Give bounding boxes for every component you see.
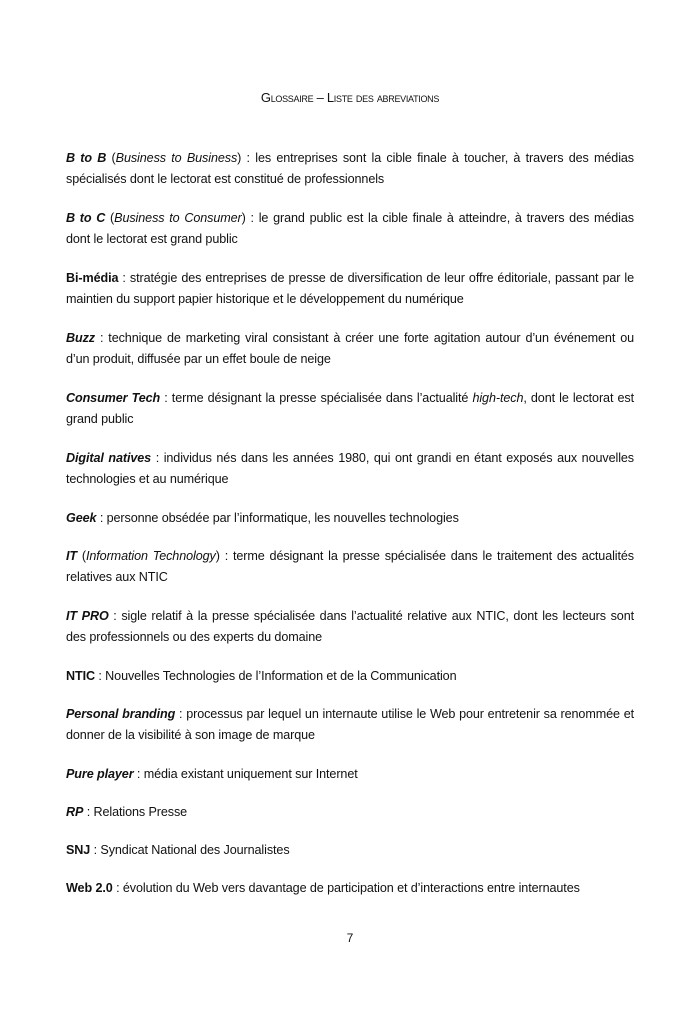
glossary-entry-it: IT (Information Technology) : terme désignant la presse spécialisée dans le traitement des actualités relatives aux NTIC [66, 549, 634, 584]
glossary-definition: : processus par lequel un internaute utilise le Web pour entretenir sa renommée et donner de la visibilité à son image de marque [66, 707, 634, 742]
glossary-entry-ntic [66, 666, 634, 687]
glossary-definition: : évolution du Web vers davantage de participation et d’interactions entre internautes [112, 881, 580, 895]
glossary-entry-b-to-b: B to B (Business to Business) : les entreprises sont la cible finale à toucher, à travers des médias spécialisés dont le lectorat est constitué de professionnels [66, 151, 634, 186]
page-number: 7 [346, 931, 354, 945]
glossary-entry-consumer-tech [66, 388, 634, 430]
glossary-term-expansion: Information Technology [85, 549, 216, 563]
glossary-entry-snj [66, 840, 634, 861]
glossary-definition: : le grand public est la cible finale à atteindre, à travers des médias dont le lectorat est grand public [66, 211, 634, 246]
glossary-term: Consumer Tech [66, 391, 161, 405]
glossary-definition: : terme désignant la presse spécialisée dans l’actualité [160, 391, 473, 405]
glossary-definition: : individus nés dans les années 1980, qui ont grandi en étant exposés aux nouvelles technologies et au numérique [66, 451, 634, 486]
glossary-term: IT PRO [66, 609, 109, 623]
glossary-definition: : média existant uniquement sur Internet [133, 767, 358, 781]
glossary-term: Web 2.0 [66, 881, 113, 895]
glossary-term: Personal branding [66, 707, 176, 721]
glossary-entry-b-to-c: B to C (Business to Consumer) : le grand public est la cible finale à atteindre, à travers des médias dont le lectorat est grand public [66, 211, 634, 246]
glossary-term: IT [66, 549, 77, 563]
glossary-definition: : personne obsédée par l’informatique, les nouvelles technologies [96, 511, 459, 525]
glossary-term: NTIC [66, 669, 95, 683]
glossary-term-expansion: Business to Business [115, 151, 238, 165]
glossary-definition: : Syndicat National des Journalistes [90, 843, 290, 857]
glossary-entry-bi-media [66, 268, 634, 310]
glossary-term: Geek [66, 511, 97, 525]
glossary-entry-it-pro [66, 606, 634, 648]
glossary-definition: : terme désignant la presse spécialisée dans le traitement des actualités relatives aux NTIC [66, 549, 634, 584]
glossary-entry-personal-branding [66, 704, 634, 746]
glossary-term: Buzz [66, 331, 95, 345]
glossary-entry-geek [66, 508, 634, 529]
glossary-term: SNJ [66, 843, 91, 857]
glossary-term: Pure player [66, 767, 134, 781]
glossary-definition: : Relations Presse [83, 805, 188, 819]
glossary-entry-digital-natives [66, 448, 634, 490]
glossary-entry-web-2-0 [66, 878, 634, 899]
glossary-definition-italic: high-tech [472, 391, 524, 405]
glossary-term: B to B [66, 151, 107, 165]
glossary-term-expansion: Business to Consumer [114, 211, 242, 225]
page-title: Glossaire – Liste des abreviations [260, 90, 440, 105]
glossary-term: RP [66, 805, 84, 819]
glossary-definition: : sigle relatif à la presse spécialisée dans l’actualité relative aux NTIC, dont les lecteurs sont des professionnels ou des experts du domaine [66, 609, 634, 644]
glossary-definition: : les entreprises sont la cible finale à toucher, à travers des médias spécialisés dont le lectorat est constitué de professionnels [66, 151, 634, 186]
glossary-term: Bi-média [66, 271, 119, 285]
glossary-entry-pure-player [66, 764, 634, 785]
glossary-definition: , dont le lectorat est grand public [66, 391, 634, 426]
glossary-definition: : Nouvelles Technologies de l’Information et de la Communication [94, 669, 457, 683]
glossary-entry-buzz [66, 328, 634, 370]
glossary-entry-rp [66, 802, 634, 823]
glossary-definition: : stratégie des entreprises de presse de diversification de leur offre éditoriale, passant par le maintien du support papier historique et le développement du numérique [66, 271, 634, 306]
glossary-term: Digital natives [66, 451, 152, 465]
glossary-term: B to C [66, 211, 106, 225]
glossary-definition: : technique de marketing viral consistant à créer une forte agitation autour d’un événement ou d’un produit, diffusée par un effet boule de neige [66, 331, 634, 366]
